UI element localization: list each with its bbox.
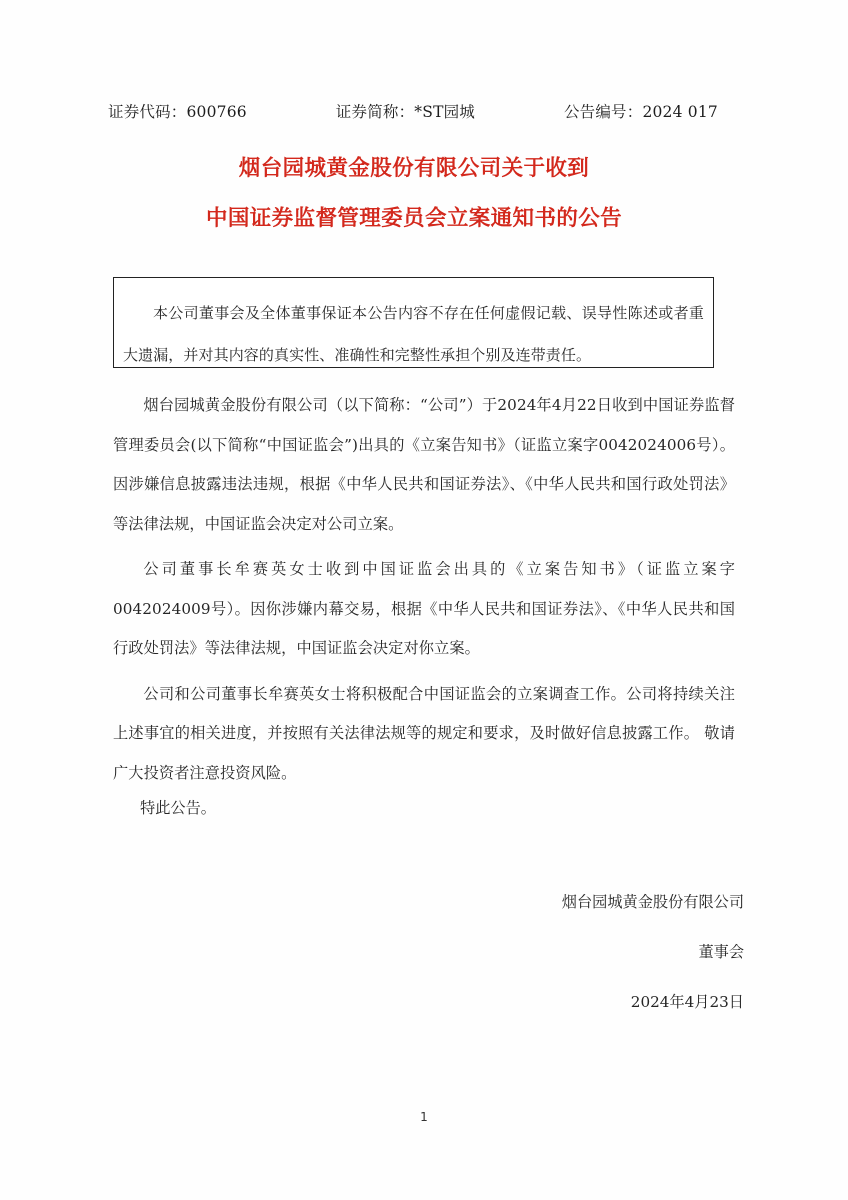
body-paragraph-3: 公司和公司董事长牟赛英女士将积极配合中国证监会的立案调查工作。公司将持续关注上述事宜的相关进度，并按照有关法律法规等的规定和要求，及时做好信息披露工作。 敬请广大投资者注意投资风险。: [113, 684, 735, 782]
title-line-1: 烟台园城黄金股份有限公司关于收到: [238, 156, 590, 181]
signature-company: 烟台园城黄金股份有限公司: [561, 893, 744, 911]
announcement-number: 公告编号：2024 017: [563, 103, 718, 121]
body-paragraph-2: 公司董事长牟赛英女士收到中国证监会出具的《立案告知书》（证监立案字0042024009号）。因你涉嫌内幕交易，根据《中华人民共和国证券法》、《中华人民共和国行政处罚法》等法律法规，中国证监会决定对你立案。: [113, 560, 735, 657]
document-body: [113, 386, 735, 799]
body-paragraph-1: 烟台园城黄金股份有限公司（以下简称：“公司”）于2024年4月22日收到中国证券监督管理委员会(以下简称“中国证监会”)出具的《立案告知书》（证监立案字0042024006号）。因涉嫌信息披露违法违规，根据《中华人民共和国证券法》、《中华人民共和国行政处罚法》等法律法规，中国证监会决定对公司立案。: [113, 396, 735, 533]
document-header: [108, 100, 718, 122]
security-code: 证券代码：600766: [108, 103, 247, 121]
disclaimer-text: 本公司董事会及全体董事保证本公告内容不存在任何虚假记载、误导性陈述或者重大遗漏，并对其内容的真实性、准确性和完整性承担个别及连带责任。: [123, 304, 704, 364]
signature-board: 董事会: [698, 943, 744, 961]
page-title: [108, 158, 720, 229]
signature-date: 2024年4月23日: [630, 993, 744, 1011]
closing-statement: 特此公告。: [140, 799, 216, 817]
page-number: 1: [420, 1110, 428, 1124]
signature-block: [384, 877, 744, 1027]
title-line-2: 中国证券监督管理委员会立案通知书的公告: [205, 205, 623, 231]
security-abbreviation: 证券简称：*ST园城: [335, 103, 476, 121]
disclaimer-box: [113, 277, 714, 368]
